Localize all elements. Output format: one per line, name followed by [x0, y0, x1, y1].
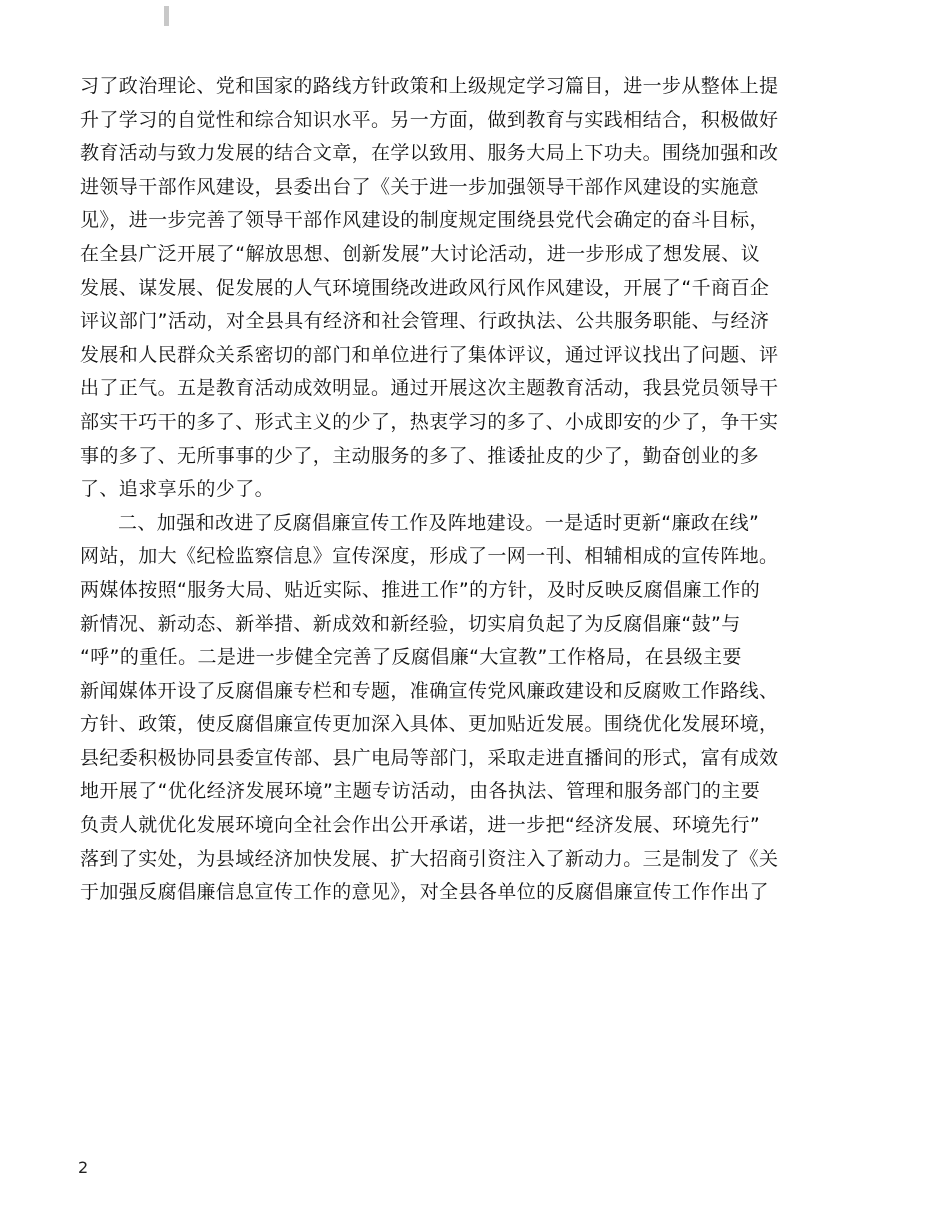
text-line: 发展和人民群众关系密切的部门和单位进行了集体评议，通过评议找出了问题、评 [80, 343, 779, 366]
text-line: 两媒体按照“服务大局、贴近实际、推进工作”的方针，及时反映反腐倡廉工作的 [80, 578, 761, 601]
text-line: 方针、政策，使反腐倡廉宣传更加深入具体、更加贴近发展。围绕优化发展环境， [80, 713, 779, 736]
text-line: 见》，进一步完善了领导干部作风建设的制度规定围绕县党代会确定的奋斗目标， [80, 209, 769, 232]
text-line: 新情况、新动态、新举措、新成效和新经验，切实肩负起了为反腐倡廉“鼓”与 [80, 612, 741, 635]
text-line: 出了正气。五是教育活动成效明显。通过开展这次主题教育活动，我县党员领导干 [80, 377, 779, 400]
text-line: 了、追求享乐的少了。 [80, 478, 275, 501]
text-line: 在全县广泛开展了“解放思想、创新发展”大讨论活动，进一步形成了想发展、议 [80, 242, 761, 265]
text-line: “呼”的重任。二是进一步健全完善了反腐倡廉“大宣教”工作格局，在县级主要 [80, 646, 742, 669]
text-line: 评议部门”活动，对全县具有经济和社会管理、行政执法、公共服务职能、与经济 [80, 310, 770, 333]
text-line: 升了学习的自觉性和综合知识水平。另一方面，做到教育与实践相结合，积极做好 [80, 108, 779, 131]
text-line: 新闻媒体开设了反腐倡廉专栏和专题，准确宣传党风廉政建设和反腐败工作路线、 [80, 679, 779, 702]
text-line: 进领导干部作风建设，县委出台了《关于进一步加强领导干部作风建设的实施意 [80, 175, 760, 198]
text-line: 二、加强和改进了反腐倡廉宣传工作及阵地建设。一是适时更新“廉政在线” [118, 511, 760, 534]
top-edge-mark [164, 6, 169, 26]
text-line: 落到了实处，为县域经济加快发展、扩大招商引资注入了新动力。三是制发了《关 [80, 847, 779, 870]
text-line: 县纪委积极协同县委宣传部、县广电局等部门，采取走进直播间的形式，富有成效 [80, 746, 779, 769]
text-line: 教育活动与致力发展的结合文章，在学以致用、服务大局上下功夫。围绕加强和改 [80, 142, 779, 165]
text-line: 地开展了“优化经济发展环境”主题专访活动，由各执法、管理和服务部门的主要 [80, 780, 761, 803]
text-line: 于加强反腐倡廉信息宣传工作的意见》，对全县各单位的反腐倡廉宣传工作作出了 [80, 881, 769, 904]
text-line: 事的多了、无所事事的少了，主动服务的多了、推诿扯皮的少了，勤奋创业的多 [80, 444, 760, 467]
page-number: 2 [78, 1158, 89, 1177]
document-body [80, 70, 820, 910]
text-line: 网站，加大《纪检监察信息》宣传深度，形成了一网一刊、相辅相成的宣传阵地。 [80, 545, 779, 568]
text-line: 负责人就优化发展环境向全社会作出公开承诺，进一步把“经济发展、环境先行” [80, 814, 761, 837]
text-line: 发展、谋发展、促发展的人气环境围绕改进政风行风作风建设，开展了“千商百企 [80, 276, 770, 299]
text-line: 部实干巧干的多了、形式主义的少了，热衷学习的多了、小成即安的少了，争干实 [80, 410, 779, 433]
text-line: 习了政治理论、党和国家的路线方针政策和上级规定学习篇目，进一步从整体上提 [80, 75, 779, 97]
